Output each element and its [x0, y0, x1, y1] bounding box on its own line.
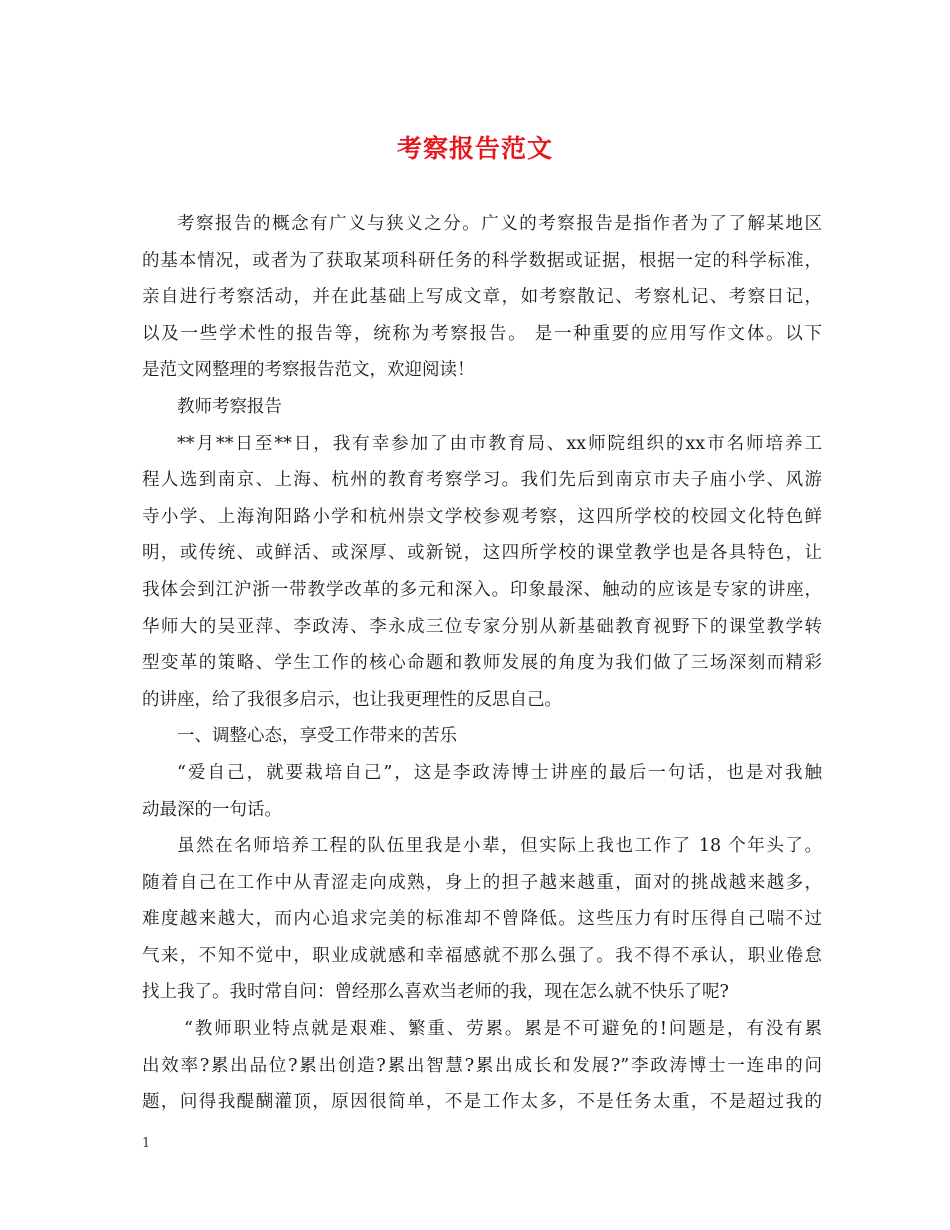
text-line: 是范文网整理的考察报告范文，欢迎阅读！	[142, 360, 475, 381]
text-line: 型变革的策略、学生工作的核心命题和教师发展的角度为我们做了三场深刻而精彩	[142, 653, 822, 674]
document-title: 考察报告范文	[396, 134, 553, 163]
text-line: 华师大的吴亚萍、李政涛、李永成三位专家分别从新基础教育视野下的课堂教学转	[142, 616, 822, 637]
text-line: 明，或传统、或鲜活、或深厚、或新锐，这四所学校的课堂教学也是各具特色，让	[142, 543, 822, 564]
text-line: 出效率?累出品位?累出创造?累出智慧?累出成长和发展?”李政涛博士一连串的问	[142, 1055, 822, 1076]
document-body	[142, 206, 822, 1121]
text-line: 题，问得我醍醐灌顶，原因很简单，不是工作太多，不是任务太重，不是超过我的	[142, 1092, 822, 1113]
text-line: 程人选到南京、上海、杭州的教育考察学习。我们先后到南京市夫子庙小学、风游	[142, 470, 822, 491]
text-line: 气来，不知不觉中，职业成就感和幸福感就不那么强了。我不得不承认，职业倦怠	[142, 945, 822, 966]
section-heading: 一、调整心态，享受工作带来的苦乐	[177, 726, 457, 747]
text-line: “爱自己，就要栽培自己”，这是李政涛博士讲座的最后一句话，也是对我触	[177, 762, 822, 783]
text-line: 寺小学、上海洵阳路小学和杭州崇文学校参观考察，这四所学校的校园文化特色鲜	[142, 506, 822, 527]
text-line: 动最深的一句话。	[142, 799, 282, 820]
text-line: 虽然在名师培养工程的队伍里我是小辈，但实际上我也工作了 18 个年头了。	[177, 836, 822, 857]
text-line: 考察报告的概念有广义与狭义之分。广义的考察报告是指作者为了了解某地区	[177, 214, 822, 234]
text-line: 我体会到江沪浙一带教学改革的多元和深入。印象最深、触动的应该是专家的讲座，	[142, 579, 822, 600]
text-line: **月**日至**日，我有幸参加了由市教育局、xx师院组织的xx市名师培养工	[177, 433, 822, 454]
text-line: 以及一些学术性的报告等，统称为考察报告。 是一种重要的应用写作文体。以下	[142, 323, 822, 344]
text-line: 随着自己在工作中从青涩走向成熟，身上的担子越来越重，面对的挑战越来越多，	[142, 872, 822, 893]
text-line: 的讲座，给了我很多启示，也让我更理性的反思自己。	[142, 689, 562, 710]
text-line: 找上我了。我时常自问：曾经那么喜欢当老师的我，现在怎么就不快乐了呢?	[142, 982, 729, 1003]
text-line: “教师职业特点就是艰难、繁重、劳累。累是不可避免的!问题是，有没有累	[184, 1019, 822, 1040]
text-line: 难度越来越大，而内心追求完美的标准却不曾降低。这些压力有时压得自己喘不过	[142, 909, 822, 930]
text-line: 的基本情况，或者为了获取某项科研任务的科学数据或证据，根据一定的科学标准，	[142, 250, 822, 271]
section-heading: 教师考察报告	[177, 396, 282, 417]
text-line: 亲自进行考察活动，并在此基础上写成文章，如考察散记、考察札记、考察日记，	[142, 287, 822, 308]
page-number: 1	[142, 1136, 151, 1151]
